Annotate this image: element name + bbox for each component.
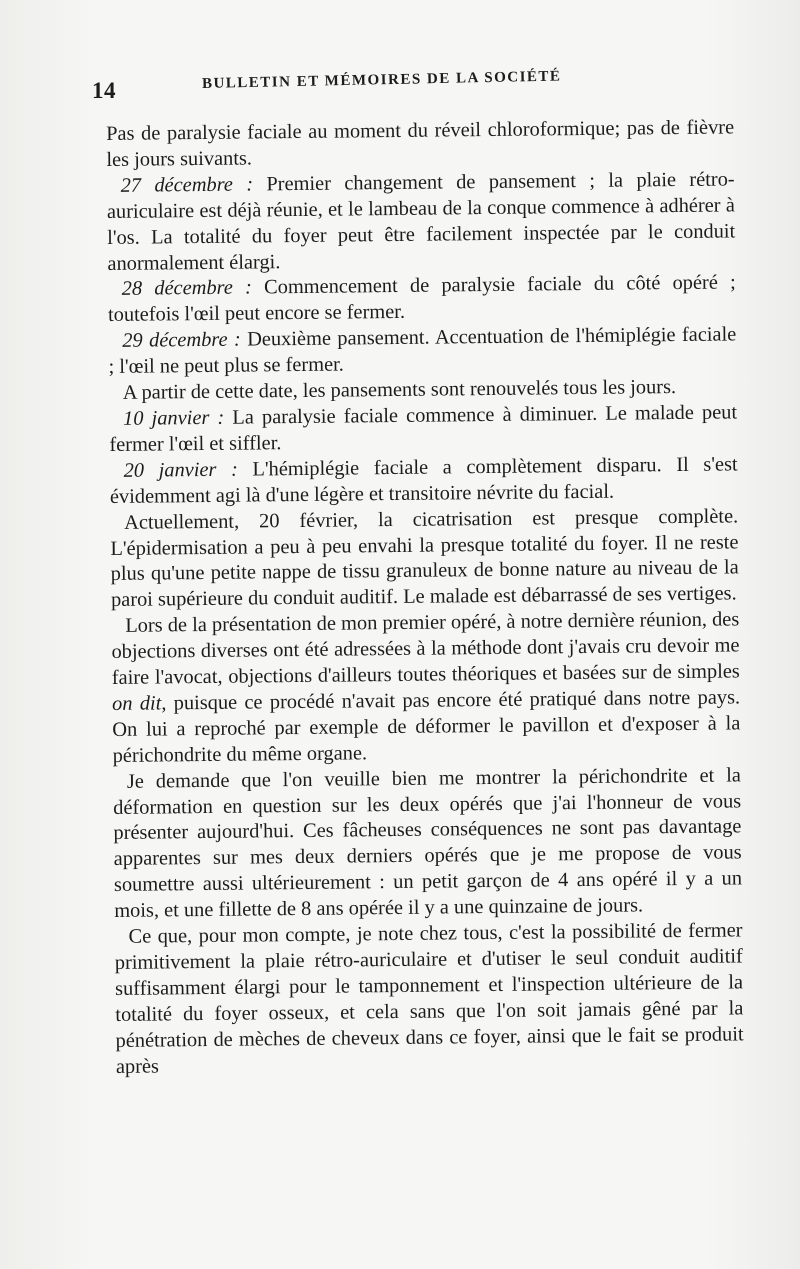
paragraph-7 <box>110 452 739 510</box>
paragraph-text: Lors de la présentation de mon premier opéré, à notre dernière réunion, des objections diverses ont été adressées à la méthode dont j'avais cru devoir me faire l'avocat, objections d'ailleurs toutes théoriques et basées sur de simples <box>111 608 740 690</box>
paragraph-text: Actuellement, 20 février, la cicatrisation est presque complète. L'épidermisation a peu à peu envahi la presque totalité du foyer. Il ne reste plus qu'une petite nappe de tissu granuleux de bonne nature au niveau de la paroi supérieure du conduit auditif. Le malade est débarrassé de ses vertiges. <box>110 504 739 612</box>
entry-date: 27 décembre : <box>120 173 254 197</box>
paragraph-3 <box>108 271 737 329</box>
paragraph-text: Deuxième pansement. Accentuation de l'hémiplégie faciale ; l'œil ne peut plus se fermer. <box>108 323 737 379</box>
paragraph-text: A partir de cette date, les pansements sont renouvelés tous les jours. <box>122 376 677 404</box>
paragraph-2 <box>107 167 736 277</box>
paragraph-text: , puisque ce procédé n'avait pas encore été pratiqué dans notre pays. On lui a reproché par exemple de déformer le pavillon et d'exposer à la périchondrite du même organe. <box>112 686 741 767</box>
paragraph-text: Pas de paralysie faciale au moment du réveil chloroformique; pas de fièvre les jours suivants. <box>106 116 735 171</box>
page-header <box>92 68 732 108</box>
entry-date: 28 décembre : <box>121 276 252 301</box>
paragraph-6 <box>109 400 738 458</box>
italic-phrase: on dit <box>111 692 162 715</box>
running-head: BULLETIN ET MÉMOIRES DE LA SOCIÉTÉ <box>201 68 562 92</box>
paragraph-10 <box>113 763 743 925</box>
paragraph-8 <box>110 504 739 614</box>
paragraph-11 <box>114 918 744 1080</box>
paragraph-text: L'hémiplégie faciale a complètement disparu. Il s'est évidemment agi là d'une légère et transitoire névrite du facial. <box>109 453 738 508</box>
paragraph-4 <box>108 323 737 381</box>
paragraph-text: Commencement de paralysie faciale du côté opéré ; toutefois l'œil peut encore se fermer. <box>107 271 736 327</box>
paragraph-text: Premier changement de pansement ; la plaie rétro-auriculaire est déjà réunie, et le lambeau de la conque commence à adhérer à l'os. La totalité du foyer peut être facilement inspectée par le conduit anormalement élargi. <box>106 168 736 275</box>
page-number: 14 <box>92 78 116 103</box>
entry-date: 20 janvier : <box>123 458 238 482</box>
paragraph-1 <box>106 115 735 173</box>
body-text <box>106 115 744 1080</box>
paragraph-text: Ce que, pour mon compte, je note chez tous, c'est la possibilité de fermer primitivement la plaie rétro-auriculaire et d'utiser le seul conduit auditif suffisamment élargi pour le tamponnement et l'inspection ultérieure de la totalité du foyer osseux, et cela sans que l'on soit jamais gêné par la pénétration de mèches de cheveux dans ce foyer, ainsi que le fait se produit après <box>114 919 744 1078</box>
paragraph-text: Je demande que l'on veuille bien me montrer la périchondrite et la déformation en question sur les deux opérés que j'ai l'honneur de vous présenter aujourd'hui. Ces fâcheuses conséquences ne sont pas davantage apparentes sur mes deux derniers opérés que je me propose de vous soumettre aussi ultérieurement : un petit garçon de 4 ans opéré il y a un mois, et une fillette de 8 ans opérée il y a une quinzaine de jours. <box>113 764 743 923</box>
entry-date: 29 décembre : <box>122 328 241 353</box>
paragraph-9 <box>111 608 741 770</box>
entry-date: 10 janvier : <box>122 406 225 430</box>
paragraph-text: La paralysie faciale commence à diminuer. Le malade peut fermer l'œil et siffler. <box>109 401 738 456</box>
